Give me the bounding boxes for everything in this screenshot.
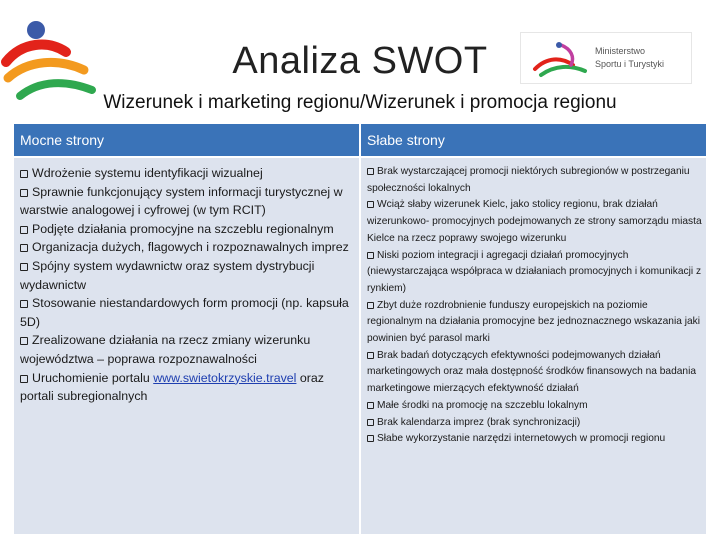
strength-item: Organizacja dużych, flagowych i rozpoznawalnych imprez [20, 238, 353, 257]
checkbox-bullet-icon [20, 375, 28, 383]
weakness-item: Niski poziom integracji i agregacji działań promocyjnych (niewystarczająca współpraca w działaniach promocyjnych i komunikacji z rynkiem) [367, 249, 702, 294]
ministry-name-line2: Sportu i Turystyki [595, 59, 665, 69]
strength-item: Spójny system wydawnictw oraz system dystrybucji wydawnictw [20, 258, 315, 292]
strength-item: Sprawnie funkcjonujący system informacji turystycznej w warstwie analogowej i cyfrowej (w tym RCIT) [20, 184, 343, 218]
strengths-header: Mocne strony [14, 124, 359, 156]
strength-item: Zrealizowane działania na rzecz zmiany wizerunku województwa – poprawa rozpoznawalności [20, 333, 311, 366]
strength-item: Uruchomienie portalu www.swietokrzyskie.travel oraz portali subregionalnych [20, 370, 324, 404]
checkbox-bullet-icon [367, 419, 374, 426]
checkbox-bullet-icon [20, 300, 28, 308]
ministry-name-line1: Ministerstwo [595, 46, 646, 56]
weaknesses-header: Słabe strony [361, 124, 706, 156]
checkbox-bullet-icon [367, 302, 374, 309]
checkbox-bullet-icon [367, 352, 374, 359]
checkbox-bullet-icon [20, 170, 28, 178]
checkbox-bullet-icon [20, 337, 28, 345]
weakness-item: Słabe wykorzystanie narzędzi internetowych w promocji regionu [367, 431, 702, 448]
weakness-item: Zbyt duże rozdrobnienie funduszy europejskich na poziomie regionalnym na działania promocyjne bez jednoznacznego wskazania jaki powinien być parasol marki [367, 299, 700, 345]
page-subtitle: Wizerunek i marketing regionu/Wizerunek i promocja regionu [103, 92, 617, 113]
page-title: Analiza SWOT [232, 40, 488, 82]
strength-item: Stosowanie niestandardowych form promocji (np. kapsuła 5D) [20, 296, 349, 329]
weaknesses-cell [361, 158, 706, 534]
strength-item: Wdrożenie systemu identyfikacji wizualnej [20, 164, 353, 183]
weakness-item: Małe środki na promocję na szczeblu lokalnym [367, 398, 702, 415]
swot-table [14, 124, 706, 532]
checkbox-bullet-icon [20, 244, 28, 252]
checkbox-bullet-icon [20, 263, 28, 271]
portal-link[interactable]: www.swietokrzyskie.travel [153, 370, 297, 385]
weakness-item: Brak kalendarza imprez (brak synchronizacji) [367, 415, 702, 432]
weakness-item: Brak badań dotyczących efektywności podejmowanych działań marketingowych oraz mała dostępność środków finansowych na badania marketingowe mierzących efektywność działań [367, 349, 697, 395]
checkbox-bullet-icon [20, 189, 28, 197]
strength-item: Podjęte działania promocyjne na szczeblu regionalnym [20, 220, 353, 239]
checkbox-bullet-icon [367, 435, 374, 442]
checkbox-bullet-icon [367, 201, 374, 208]
strengths-cell [14, 158, 359, 534]
checkbox-bullet-icon [367, 168, 374, 175]
weakness-item: Brak wystarczającej promocji niektórych subregionów w postrzeganiu społeczności lokalnych [367, 166, 690, 194]
checkbox-bullet-icon [367, 402, 374, 409]
weakness-item: Wciąż słaby wizerunek Kielc, jako stolicy regionu, brak działań wizerunkowo- promocyjnych podejmowanych ze strony samorządu miasta Kielce na rzecz poprawy swojego wizerunku [367, 199, 702, 244]
checkbox-bullet-icon [20, 226, 28, 234]
checkbox-bullet-icon [367, 252, 374, 259]
